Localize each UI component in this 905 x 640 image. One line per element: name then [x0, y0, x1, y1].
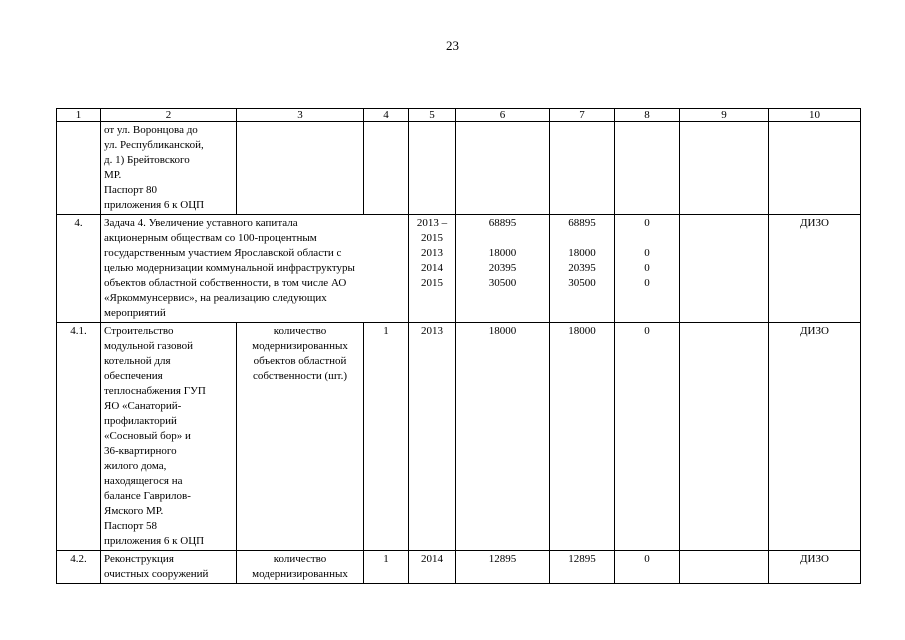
cell-description: Строительство модульной газовой котельной для обеспечения теплоснабжения ГУП ЯО «Санаторий- профилакторий «Сосновый бор» и 36-квартирного жилого дома, находящегося на балансе Гаврилов- Ямского МР. Паспорт 58 приложения 6 к ОЦП — [101, 323, 237, 551]
cell-empty — [409, 122, 456, 215]
cell-executor: ДИЗО — [769, 551, 861, 584]
amount-line: 0 — [644, 247, 650, 259]
cell-year: 2014 — [409, 551, 456, 584]
header-cell: 5 — [409, 109, 456, 122]
amount-line — [553, 231, 611, 246]
cell-amount-total: 18000 — [456, 323, 550, 551]
amount-line — [618, 231, 676, 246]
cell-number: 4.2. — [57, 551, 101, 584]
cell-amount-regional: 18000 — [550, 323, 615, 551]
cell-amount-regional — [550, 215, 615, 323]
cell-indicator: количество модернизированных объектов областной собственности (шт.) — [237, 323, 364, 551]
page-number: 23 — [446, 38, 459, 53]
cell-amount-federal: 0 — [615, 323, 680, 551]
cell-empty — [615, 122, 680, 215]
cell-empty — [680, 323, 769, 551]
amount-line: 0 — [644, 277, 650, 289]
cell-task-description: Задача 4. Увеличение уставного капитала акционерным обществам со 100-процентным государственным участием Ярославской области с целью модернизации коммунальной инфраструктуры объектов областной собственности, в том числе АО «Яркоммунсервис», на реализацию следующих мероприятий — [101, 215, 409, 323]
cell-amount-total: 12895 — [456, 551, 550, 584]
cell-amount-federal — [615, 215, 680, 323]
header-cell: 9 — [680, 109, 769, 122]
cell-amount-regional: 12895 — [550, 551, 615, 584]
cell-empty — [364, 122, 409, 215]
amount-line: 20395 — [488, 262, 517, 274]
cell-indicator: количество модернизированных — [237, 551, 364, 584]
cell-years — [409, 215, 456, 323]
cell-empty — [57, 122, 101, 215]
cell-empty — [237, 122, 364, 215]
cell-empty — [680, 551, 769, 584]
year-line: 2015 — [421, 277, 443, 289]
year-line: 2013 — [421, 247, 443, 259]
cell-executor: ДИЗО — [769, 215, 861, 323]
cell-number: 4. — [57, 215, 101, 323]
cell-empty — [769, 122, 861, 215]
header-cell: 10 — [769, 109, 861, 122]
cell-empty — [550, 122, 615, 215]
amount-line: 68895 — [488, 217, 517, 229]
header-cell: 1 — [57, 109, 101, 122]
amount-line: 30500 — [488, 277, 517, 289]
amount-line — [459, 231, 546, 246]
cell-empty — [456, 122, 550, 215]
cell-number: 4.1. — [57, 323, 101, 551]
table-row-task4 — [57, 215, 861, 323]
amount-line: 0 — [644, 217, 650, 229]
cell-executor: ДИЗО — [769, 323, 861, 551]
header-row — [57, 109, 861, 122]
cell-empty — [680, 122, 769, 215]
amount-line: 20395 — [568, 262, 596, 274]
cell-year: 2013 — [409, 323, 456, 551]
header-cell: 8 — [615, 109, 680, 122]
cell-empty — [680, 215, 769, 323]
header-cell: 2 — [101, 109, 237, 122]
cell-amount-federal: 0 — [615, 551, 680, 584]
header-cell: 6 — [456, 109, 550, 122]
program-table — [56, 108, 861, 584]
header-cell: 4 — [364, 109, 409, 122]
amount-line: 0 — [644, 262, 650, 274]
cell-description: от ул. Воронцова до ул. Республиканской, д. 1) Брейтовского МР. Паспорт 80 приложения 6 к ОЦП — [101, 122, 237, 215]
table-row-continued — [57, 122, 861, 215]
cell-indicator-value: 1 — [364, 551, 409, 584]
header-cell: 3 — [237, 109, 364, 122]
table-row-4-1 — [57, 323, 861, 551]
table-row-4-2 — [57, 551, 861, 584]
cell-indicator-value: 1 — [364, 323, 409, 551]
year-line: 2014 — [421, 262, 443, 274]
amount-line: 30500 — [568, 277, 596, 289]
amount-line: 18000 — [568, 247, 596, 259]
header-cell: 7 — [550, 109, 615, 122]
amount-line: 18000 — [488, 247, 517, 259]
year-line: 2015 — [421, 232, 443, 244]
cell-description: Реконструкция очистных сооружений — [101, 551, 237, 584]
cell-amount-total — [456, 215, 550, 323]
year-line: 2013 – — [416, 217, 448, 229]
amount-line: 68895 — [568, 217, 596, 229]
